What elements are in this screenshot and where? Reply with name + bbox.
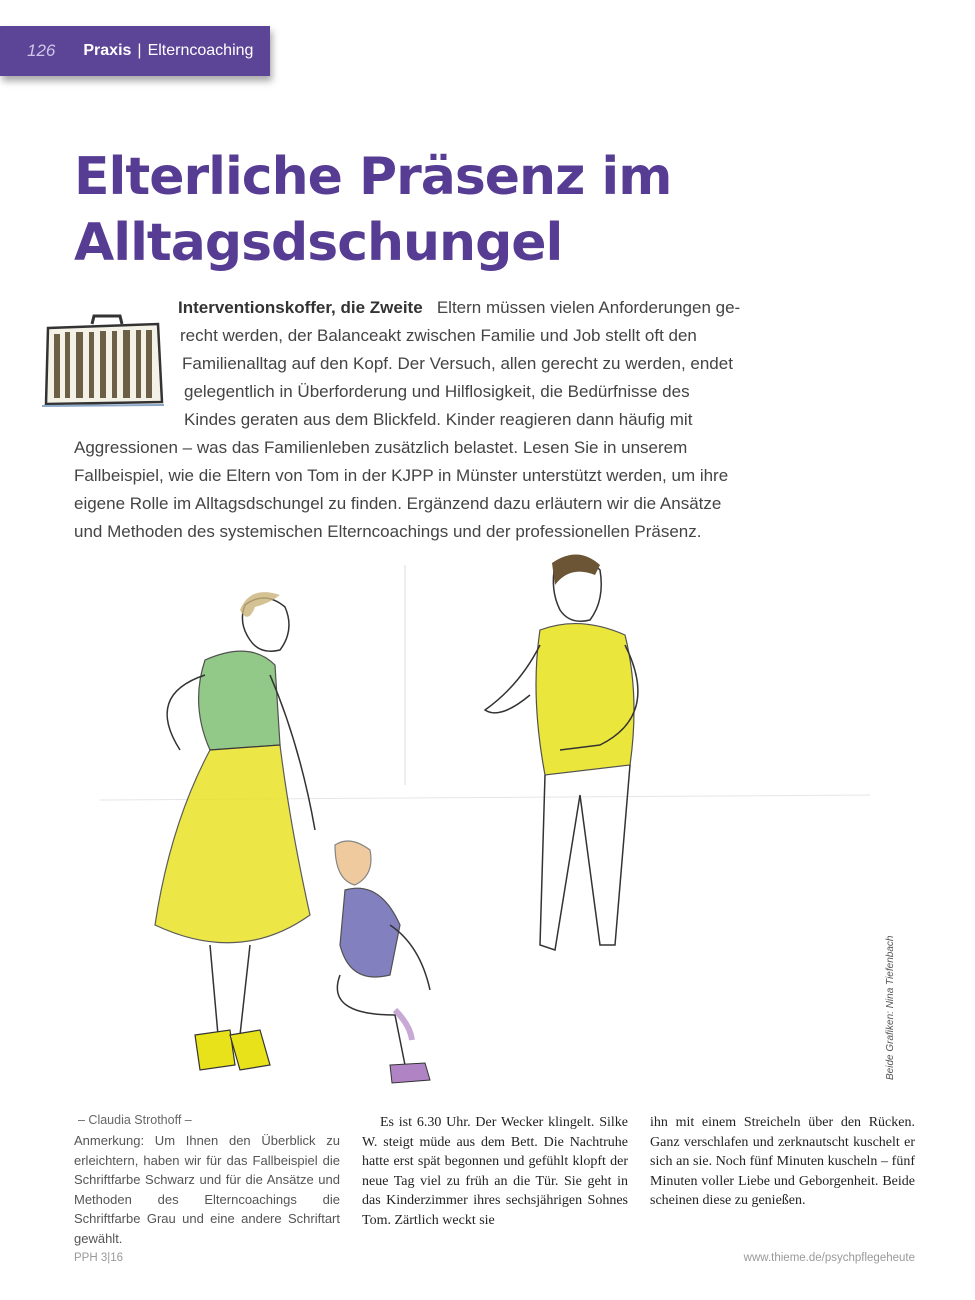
family-illustration <box>100 545 870 1100</box>
lead-line-3: Familienalltag auf den Kopf. Der Versuch, allen gerecht zu werden, endet <box>182 354 733 373</box>
child-figure <box>335 841 430 1083</box>
lead-line-5: Kindes geraten aus dem Blickfeld. Kinder reagieren dann häufig mit <box>184 410 693 429</box>
father-figure <box>485 554 638 950</box>
section-label: Praxis <box>83 42 132 59</box>
suitcase-icon <box>40 312 168 410</box>
article-title-line-1: Elterliche Präsenz im <box>74 147 672 207</box>
mother-figure <box>155 592 315 1070</box>
issue-label: PPH 3|16 <box>74 1252 124 1264</box>
article-title <box>74 144 671 276</box>
image-credit: Beide Grafiken: Nina Tiefenbach <box>885 935 896 1080</box>
lead-line-9: und Methoden des systemischen Elterncoachings und der professionellen Präsenz. <box>74 522 702 541</box>
page-number: 126 <box>27 41 56 60</box>
article-title-line-2: Alltagsdschungel <box>74 213 563 273</box>
subsection-label: Elterncoaching <box>147 42 254 59</box>
lead-line-1 <box>178 298 740 318</box>
body-column-3: ihn mit einem Streicheln über den Rücken. Ganz verschlafen und zerknautscht kuschelt er sich an sie. Noch fünf Minuten kuscheln – fünf Minuten voller Liebe und Geborgenheit. Beide scheinen diese zu genießen. <box>650 1115 915 1208</box>
section-separator: | <box>137 42 142 59</box>
lead-label: Interventionskoffer, die Zweite <box>178 298 423 317</box>
footer-url: www.thieme.de/psychpflegeheute <box>743 1252 915 1264</box>
author-byline: – Claudia Strothoff – <box>78 1113 192 1127</box>
lead-line-6: Aggressionen – was das Familienleben zusätzlich belastet. Lesen Sie in unserem <box>74 438 688 457</box>
lead-line-7: Fallbeispiel, wie die Eltern von Tom in der KJPP in Münster unterstützt werden, um ihre <box>74 466 729 485</box>
lead-line-1-text: Eltern müssen vielen Anforderungen ge- <box>436 298 741 317</box>
lead-line-2: recht werden, der Balanceakt zwischen Familie und Job stellt oft den <box>180 326 697 345</box>
body-column-2: Es ist 6.30 Uhr. Der Wecker klingelt. Silke W. steigt müde aus dem Bett. Die Nachtruhe hatte erst spät begonnen und gefühlt klopft der neue Tag viel zu früh an die Tür. Sie geht in das Kinderzimmer ihres sechsjährigen Sohnes Tom. Zärtlich weckt sie <box>362 1115 628 1228</box>
reader-note: Anmerkung: Um Ihnen den Überblick zu erleichtern, haben wir für das Fallbeispiel die Schriftfarbe Schwarz und für die Ansätze und Methoden des Elterncoachings die Schriftfarbe Grau und eine andere Schriftart gewählt. <box>74 1133 340 1246</box>
section-tab <box>0 26 270 76</box>
lead-line-8: eigene Rolle im Alltagsdschungel zu finden. Ergänzend dazu erläutern wir die Ansätze <box>74 494 722 513</box>
lead-line-4: gelegentlich in Überforderung und Hilflosigkeit, die Bedürfnisse des <box>184 382 690 401</box>
